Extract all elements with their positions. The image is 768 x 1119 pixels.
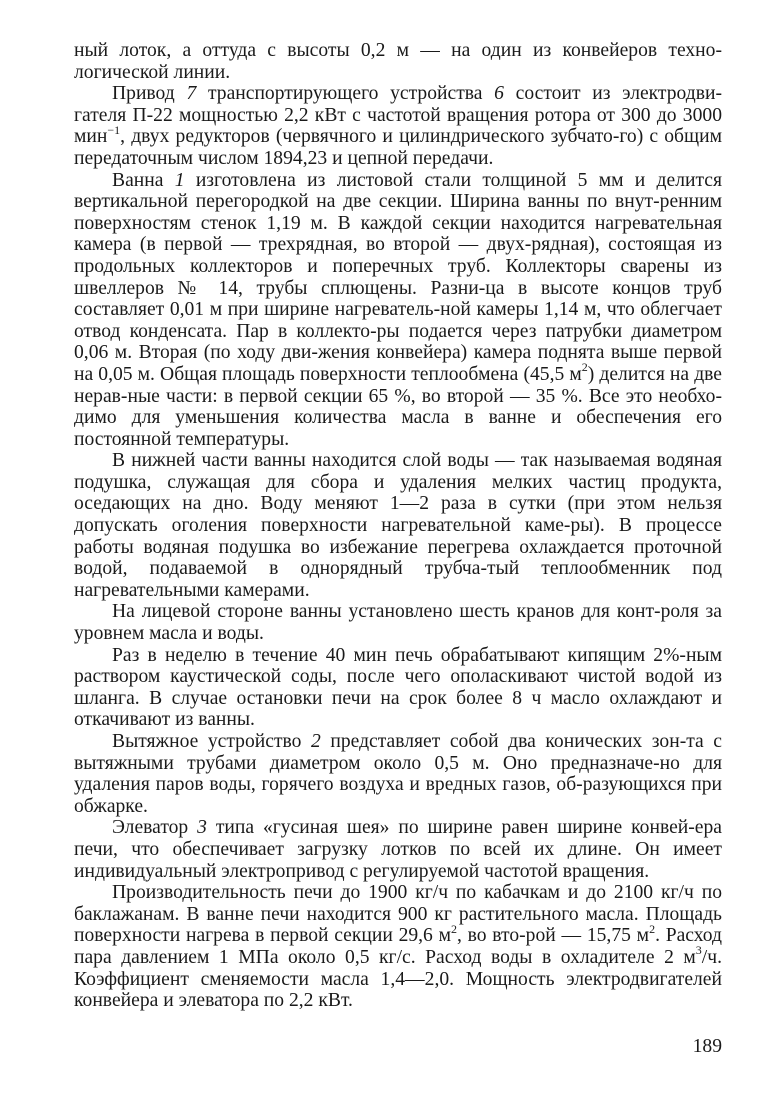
paragraph [74,170,722,451]
paragraph [74,40,722,83]
paragraph [74,731,722,817]
text-segment: транспортирующего устройства [196,83,495,105]
text-segment: ) делится на две нерав-ные части: в первой секции 65 %, во второй — 35 %. Все это необхо-димо для уменьшения количества масла в ванне и обеспечения его постоянной температуры. [74,363,723,450]
text-segment: . Расход пара давлением 1 МПа около 0,5 кг/с. Расход воды в охладителе 2 м [74,925,722,968]
text-segment: Вытяжное устройство [112,731,311,752]
text-segment: состоит из электродви-гателя П-22 мощностью 2,2 кВт с частотой вращения ротора от 300 до 3000 мин [74,83,722,148]
text-segment: Раз в неделю в течение 40 мин печь обрабатывают кипящим 2%-ным раствором каустической соды, после чего ополаскивают чистой водой из шланга. В случае остановки печи на срок более 8 ч масло охлаждают и откачивают из ванны. [74,644,722,731]
paragraph [74,817,722,882]
text-segment: ный лоток, а оттуда с высоты 0,2 м — на один из конвейеров техно-логической линии. [74,40,722,83]
paragraph [74,83,722,169]
text-segment: типа «гусиная шея» по ширине равен ширине конвей-ера печи, что обеспечивает загрузку лотков по всей их длине. Он имеет индивидуальный электропривод с регулируемой частотой вращения. [74,817,722,882]
superscript: 2 [581,360,588,375]
paragraph [74,882,722,1012]
paragraph [74,601,722,644]
text-segment: На лицевой стороне ванны установлено шесть кранов для конт-роля за уровнем масла и воды. [74,601,722,645]
figure-reference: 6 [494,83,504,105]
text-segment: представляет собой два конических зон-та с вытяжными трубами диаметром около 0,5 м. Оно предназначе-но для удаления паров воды, горячего воздуха и вредных газов, об-разующихся при обжарке. [74,731,722,817]
superscript: 3 [695,943,702,958]
text-segment: изготовлена из листовой стали толщиной 5 мм и делится вертикальной перегородкой на две секции. Ширина ванны по внут-ренним поверхностям стенок 1,19 м. В каждой секции находится нагревательная камера (в первой — трехрядная, во второй — двух-рядная), состоящая из продольных коллекторов и поперечных труб. Коллекторы сварены из швеллеров № 14, трубы сплющены. Разни-ца в высоте концов труб составляет 0,01 м при ширине нагреватель-ной камеры 1,14 м, что облегчает отвод конденсата. Пар в коллекто-ры подается через патрубки диаметром 0,06 м. Вторая (по ходу дви-жения конвейера) камера поднята выше первой на 0,05 м. Общая площадь поверхности теплообмена (45,5 м [74,169,722,385]
text-segment: , во вто-рой — 15,75 м [457,925,650,947]
text-segment: Элеватор [112,817,198,839]
superscript: −1 [107,122,121,137]
superscript: 2 [451,921,457,936]
superscript: 2 [649,921,656,936]
figure-reference: 3 [197,817,207,839]
text-segment: Ванна [112,169,175,191]
figure-reference: 2 [311,731,321,752]
text-segment: Производительность печи до 1900 кг/ч по кабачкам и до 2100 кг/ч по баклажанам. В ванне печи находится 900 кг растительного масла. Площадь поверхности нагрева в первой секции 29,6 м [74,882,722,947]
page-body [74,40,722,1012]
figure-reference: 7 [186,83,197,105]
paragraph [74,645,722,731]
text-segment: В нижней части ванны находится слой воды — так называемая водяная подушка, служащая для сбора и удаления мелких частиц продукта, оседающих на дно. Воду меняют 1—2 раза в сутки (при этом нельзя допускать оголения поверхности нагревательной каме-ры). В процессе работы водяная подушка во избежание перегрева охлаждается проточной водой, подаваемой в однорядный трубча-тый теплообменник под нагревательными камерами. [74,450,722,601]
text-segment: , двух редукторов (червячного и цилиндрического зубчато-го) с общим передаточным числом 1894,23 и цепной передачи. [74,126,722,169]
text-segment: /ч. Коэффициент сменяемости масла 1,4—2,0. Мощность электродвигателей конвейера и элеватора по 2,2 кВт. [74,946,722,1012]
page-number: 189 [692,1036,722,1057]
text-segment: Привод [112,83,187,105]
paragraph [74,450,722,601]
figure-reference: 1 [174,169,185,191]
